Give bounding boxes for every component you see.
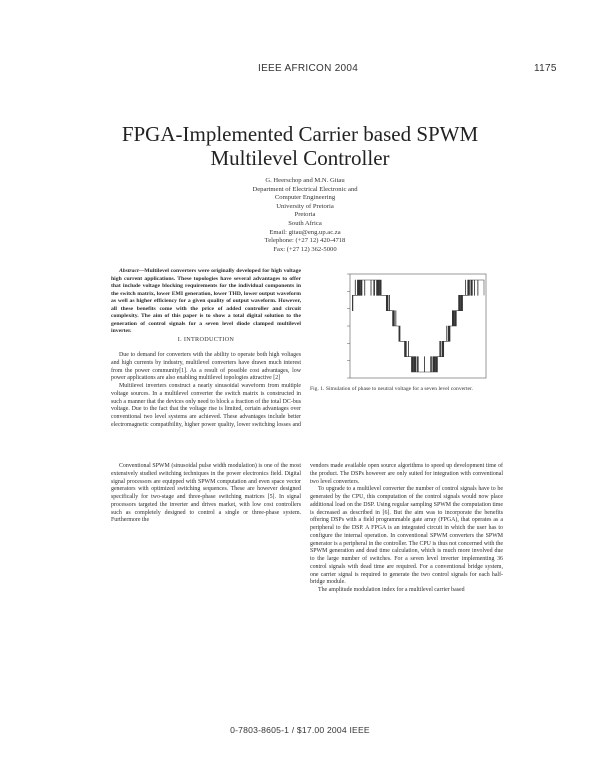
abstract-label: Abstract bbox=[119, 268, 139, 274]
abstract bbox=[111, 268, 301, 336]
page-number: 1175 bbox=[534, 63, 557, 74]
left-column-upper bbox=[111, 352, 301, 429]
phase-voltage-waveform bbox=[352, 280, 484, 372]
author-telephone: Telephone: (+27 12) 420-4718 bbox=[264, 237, 346, 245]
title-line-1: FPGA-Implemented Carrier based SPWM bbox=[121, 122, 479, 146]
affiliation-line: University of Pretoria bbox=[276, 202, 334, 210]
figure-caption: Fig. 1. Simulation of phase to neutral voltage for a seven level converter. bbox=[310, 386, 473, 392]
right-paragraph-2: To upgrade to a multilevel converter the number of control signals have to be generated by the CPU, this computation of the control signals would now place additional load on the DSP. Using regular sampling SPWM the computation time is decreased as described in [6]. But the aim was to incorporate the benefits offering DSPs with a field programmable gate array (FPGA), that operates as a peripheral to the DSP. A FPGA is an integrated circuit in which the user has to configure the internal operation. In conventional SPWM converters the SPWM generator is a peripheral in the controller. The CPU is thus not concerned with the SPWM generation and dead time calculation, which is much more involved due to the large number of switches. For a seven level inverter implementing 36 control signals with dead time are required. For a conventional bridge system, one carrier signal is required to generate the two control signals for each half-bridge module. bbox=[310, 486, 503, 586]
affiliation-line: Computer Engineering bbox=[274, 194, 336, 202]
waveform-plot bbox=[342, 268, 494, 384]
intro-paragraph-3: Conventional SPWM (sinusoidal pulse width modulation) is one of the most extensively studied switching techniques in the power electronics field. Digital signal processors are equipped with SPWM computation and even space vector generators with optimized switching sequences. These are however designed specifically for two-stage and three-phase switching matrices [5]. In signal processors targeted the inverter and drives market, with low cost controllers such as completely designed to control a single or three-phase system. Furthermore the bbox=[111, 463, 301, 524]
figure-1 bbox=[342, 268, 494, 384]
intro-paragraph-1: Due to demand for converters with the ability to operate both high voltages and high currents by industry, multilevel converters have drawn much interest from the power community[1]. As a result of possible cost advantages, low power applications are also enabling multilevel topologies attractive [2] bbox=[111, 352, 301, 382]
author-email: Email: gitau@eng.up.ac.za bbox=[269, 228, 341, 236]
copyright-footer: 0-7803-8605-1 / $17.00 2004 IEEE bbox=[230, 725, 370, 735]
affiliation-line: South Africa bbox=[288, 219, 322, 227]
affiliation-line: Department of Electrical Electronic and bbox=[252, 185, 358, 193]
right-paragraph-1: vendors made available open source algorithms to speed up development time of the product. The DSPs however are only suited for integration with conventional two level converters. bbox=[310, 463, 503, 485]
author-names: G. Heerschop and M.N. Gitau bbox=[265, 177, 345, 184]
section-heading: I. INTRODUCTION bbox=[177, 336, 235, 343]
conference-header: IEEE AFRICON 2004 bbox=[258, 63, 359, 74]
author-block bbox=[205, 177, 405, 254]
author-fax: Fax: (+27 12) 362-5000 bbox=[273, 245, 337, 253]
right-column bbox=[310, 463, 503, 595]
title-line-2: Multilevel Controller bbox=[210, 146, 390, 170]
intro-paragraph-2a: Multilevel inverters construct a nearly sinusoidal waveform from multiple voltage sources. In a multilevel converter the switch matrix is constructed in such a manner that the devices only need to block a fraction of the total DC-bus voltage. Due to the fact that the voltage rise is limited, certain advantages over conventional two level systems are achieved. These advantages include better electromagnetic compatibility, higher power quality, lower switching losses and bbox=[111, 383, 301, 428]
affiliation-line: Pretoria bbox=[294, 211, 316, 219]
abstract-text: —Multilevel converters were originally developed for high voltage high current applications. These topologies have several advantages to offer that include voltage blocking requirements for the individual components in the switch matrix, lower EMI generation, lower THD, lower output waveform as well as higher efficiency for a given quality of output waveform. However, all these benefits come with the price of added controller and circuit complexity. The aim of this paper is to show a total digital solution to the generation of control signals for a seven level diode clamped multilevel inverter. bbox=[111, 268, 301, 334]
left-column-lower bbox=[111, 463, 301, 525]
right-paragraph-3: The amplitude modulation index for a multilevel carrier based bbox=[318, 587, 465, 593]
paper-title bbox=[0, 122, 600, 170]
